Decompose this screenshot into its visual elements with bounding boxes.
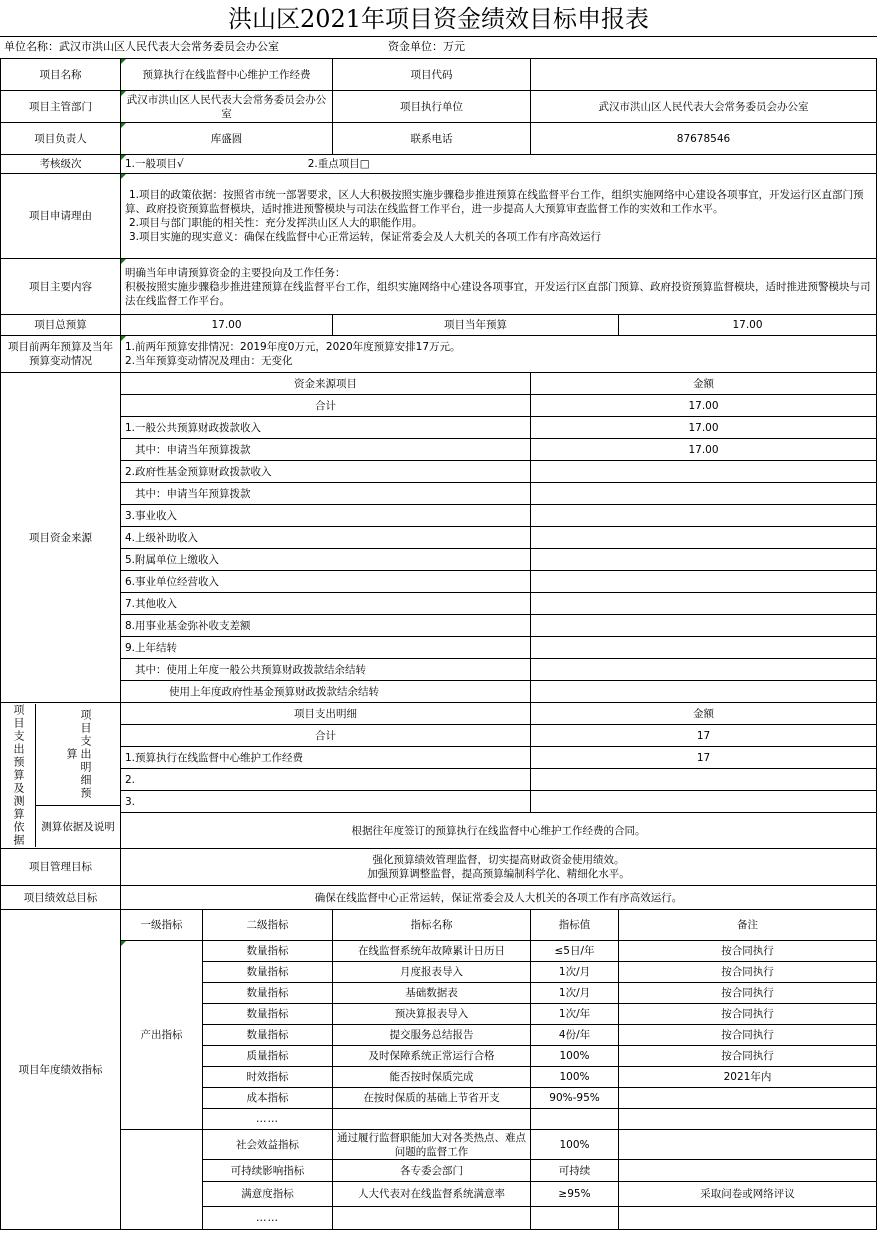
goal-text: 确保在线监督中心正常运转，保证常委会及人大机关的各项工作有序高效运行。: [121, 886, 877, 910]
ind-note: [619, 1207, 877, 1230]
ind-name: 基础数据表: [333, 983, 531, 1004]
ind-name: 预决算报表导入: [333, 1004, 531, 1025]
exec-unit-value: 武汉市洪山区人民代表大会常务委员会办公室: [531, 91, 877, 123]
funding-row-amount: [531, 549, 877, 571]
funding-row-name: 4.上级补助收入: [121, 527, 531, 549]
ind-note: 按合同执行: [619, 941, 877, 962]
ind-name: 在线监督系统年故障累计日历日: [333, 941, 531, 962]
funding-row-amount: 17.00: [531, 439, 877, 461]
ind-value: 100%: [531, 1130, 619, 1160]
ind-l2: 质量指标: [203, 1046, 333, 1067]
ind-value: 90%-95%: [531, 1088, 619, 1109]
funding-row-name: 其中：申请当年预算拨款: [121, 439, 531, 461]
funding-row-name: 8.用事业基金弥补收支差额: [121, 615, 531, 637]
dept-value: 武汉市洪山区人民代表大会常务委员会办公室: [121, 91, 333, 123]
funding-row-amount: [531, 681, 877, 703]
ind-name: 各专委会部门: [333, 1160, 531, 1182]
funding-row-name: 3.事业收入: [121, 505, 531, 527]
reason-line: 2.项目与部门职能的相关性：充分发挥洪山区人大的职能作用。: [129, 217, 423, 229]
total-budget: 17.00: [121, 315, 333, 336]
ind-name: 人大代表对在线监督系统满意率: [333, 1182, 531, 1207]
ind-value: [531, 1207, 619, 1230]
funding-row-name: 其中：申请当年预算拨款: [121, 483, 531, 505]
ind-value: 1次/月: [531, 962, 619, 983]
ind-note: 按合同执行: [619, 1025, 877, 1046]
ind-note: 按合同执行: [619, 1046, 877, 1067]
level-label: 考核级次: [1, 155, 121, 174]
ind-note: 采取问卷或网络评议: [619, 1182, 877, 1207]
hdr-value: 指标值: [531, 910, 619, 941]
expense-col-amount: 金额: [531, 703, 877, 725]
funding-col-amount: 金额: [531, 373, 877, 395]
performance-form: [0, 58, 877, 1230]
phone-label: 联系电话: [333, 123, 531, 155]
expense-inner-label: 项目支出明细预算: [36, 704, 121, 806]
funding-row-name: 5.附属单位上缴收入: [121, 549, 531, 571]
expense-col-detail: 项目支出明细: [121, 703, 531, 725]
ind-value: 100%: [531, 1046, 619, 1067]
funding-row-amount: [531, 571, 877, 593]
funding-row-amount: [531, 483, 877, 505]
expense-row-name: 2.: [121, 769, 531, 791]
funding-label: 项目资金来源: [1, 373, 121, 703]
funding-row-name: 7.其他收入: [121, 593, 531, 615]
expense-row-name: 1.预算执行在线监督中心维护工作经费: [121, 747, 531, 769]
ind-note: [619, 1109, 877, 1130]
funding-row-amount: [531, 593, 877, 615]
ind-note: [619, 1130, 877, 1160]
project-name: 预算执行在线监督中心维护工作经费: [121, 59, 333, 91]
ind-value: [531, 1109, 619, 1130]
ind-name: [333, 1109, 531, 1130]
effect-label: [121, 1130, 203, 1230]
hdr-name: 指标名称: [333, 910, 531, 941]
funding-row-amount: 17.00: [531, 417, 877, 439]
ind-name: 能否按时保质完成: [333, 1067, 531, 1088]
ind-value: 4份/年: [531, 1025, 619, 1046]
ind-name: 通过履行监督职能加大对各类热点、难点问题的监督工作: [333, 1130, 531, 1160]
current-budget-label: 项目当年预算: [333, 315, 619, 336]
change-line: 1.前两年预算安排情况：2019年度0万元，2020年度预算安排17万元。: [125, 341, 461, 353]
expense-row-amount: 17: [531, 747, 877, 769]
expense-row-name: 合计: [121, 725, 531, 747]
content-label: 项目主要内容: [1, 259, 121, 315]
current-budget: 17.00: [619, 315, 877, 336]
content-line: 积极按照实施步骤稳步推进建预算在线监督平台工作，组织实施网络中心建设各项事宜，开发运行区直部门预算、政府投资预算监督模块，适时推进预警模块与司法在线监督工作平台。: [125, 280, 871, 307]
ind-l2: 满意度指标: [203, 1182, 333, 1207]
ind-l2: 时效指标: [203, 1067, 333, 1088]
ind-l2: 可持续影响指标: [203, 1160, 333, 1182]
money-unit: 资金单位：万元: [388, 40, 465, 53]
mgmt-text: [121, 849, 877, 886]
funding-row-amount: [531, 527, 877, 549]
ind-note: 按合同执行: [619, 983, 877, 1004]
project-name-label: 项目名称: [1, 59, 121, 91]
phone-value: 87678546: [531, 123, 877, 155]
reason-line: 1.项目的政策依据：按照省市统一部署要求，区人大积极按照实施步骤稳步推进预算在线监督平台工作，组织实施网络中心建设各项事宜，开发运行区直部门预算、政府投资预算监督模块，适时推进预警模块与司法在线监督工作平台，进一步提高人大预算审查监督工作的实效和工作水平。: [125, 189, 864, 215]
funding-row-name: 合计: [121, 395, 531, 417]
project-code: [531, 59, 877, 91]
funding-row-name: 1.一般公共预算财政拨款收入: [121, 417, 531, 439]
ind-name: 提交服务总结报告: [333, 1025, 531, 1046]
ind-l2: ……: [203, 1109, 333, 1130]
ind-l2: 成本指标: [203, 1088, 333, 1109]
change-line: 2.当年预算变动情况及理由：无变化: [125, 355, 293, 367]
funding-row-amount: [531, 637, 877, 659]
ind-l2: ……: [203, 1207, 333, 1230]
change-label: 项目前两年预算及当年预算变动情况: [1, 336, 121, 373]
level-options: [121, 155, 877, 174]
ind-name: 在按时保质的基础上节省开支: [333, 1088, 531, 1109]
ind-value: 1次/月: [531, 983, 619, 1004]
page-title: 洪山区2021年项目资金绩效目标申报表: [0, 0, 877, 37]
dept-label: 项目主管部门: [1, 91, 121, 123]
ind-note: [619, 1088, 877, 1109]
funding-row-name: 2.政府性基金预算财政拨款收入: [121, 461, 531, 483]
expense-row-amount: [531, 791, 877, 813]
hdr-l2: 二级指标: [203, 910, 333, 941]
total-budget-label: 项目总预算: [1, 315, 121, 336]
funding-row-amount: [531, 659, 877, 681]
project-code-label: 项目代码: [333, 59, 531, 91]
ind-l2: 社会效益指标: [203, 1130, 333, 1160]
funding-row-name: 其中：使用上年度一般公共预算财政拨款结余结转: [121, 659, 531, 681]
funding-row-name: 使用上年度政府性基金预算财政拨款结余结转: [121, 681, 531, 703]
reason-line: 3.项目实施的现实意义：确保在线监督中心正常运转，保证常委会及人大机关的各项工作有序高效运行: [129, 231, 602, 243]
funding-row-amount: 17.00: [531, 395, 877, 417]
output-label: 产出指标: [121, 941, 203, 1130]
ind-note: 按合同执行: [619, 962, 877, 983]
ind-value: 1次/年: [531, 1004, 619, 1025]
ind-note: 按合同执行: [619, 1004, 877, 1025]
expense-label-block: [1, 703, 121, 849]
leader-label: 项目负责人: [1, 123, 121, 155]
ind-l2: 数量指标: [203, 941, 333, 962]
exec-unit-label: 项目执行单位: [333, 91, 531, 123]
funding-row-name: 6.事业单位经营收入: [121, 571, 531, 593]
ind-l2: 数量指标: [203, 1025, 333, 1046]
funding-row-amount: [531, 505, 877, 527]
mgmt-line: 加强预算调整监督，提高预算编制科学化、精细化水平。: [367, 868, 630, 880]
ind-l2: 数量指标: [203, 1004, 333, 1025]
leader-value: 库盛圆: [121, 123, 333, 155]
expense-row-name: 3.: [121, 791, 531, 813]
funding-row-amount: [531, 461, 877, 483]
reason-label: 项目申请理由: [1, 174, 121, 259]
funding-row-amount: [531, 615, 877, 637]
level-general: 1.一般项目√: [125, 158, 184, 170]
ind-value: 可持续: [531, 1160, 619, 1182]
ind-l2: 数量指标: [203, 983, 333, 1004]
ind-note: 2021年内: [619, 1067, 877, 1088]
mgmt-label: 项目管理目标: [1, 849, 121, 886]
ind-note: [619, 1160, 877, 1182]
change-text: [121, 336, 877, 373]
funding-row-name: 9.上年结转: [121, 637, 531, 659]
mgmt-line: 强化预算绩效管理监督，切实提高财政资金使用绩效。: [372, 854, 625, 866]
ind-value: ≥95%: [531, 1182, 619, 1207]
ind-l2: 数量指标: [203, 962, 333, 983]
ind-name: 及时保障系统正常运行合格: [333, 1046, 531, 1067]
content-line: 明确当年申请预算资金的主要投向及工作任务：: [125, 266, 346, 279]
basis-label: 测算依据及说明: [41, 820, 115, 833]
expense-row-amount: [531, 769, 877, 791]
ind-value: ≤5日/年: [531, 941, 619, 962]
level-key: 2.重点项目□: [307, 158, 370, 170]
content-text: [121, 259, 877, 315]
goal-label: 项目绩效总目标: [1, 886, 121, 910]
funding-col-source: 资金来源项目: [121, 373, 531, 395]
hdr-l1: 一级指标: [121, 910, 203, 941]
ind-value: 100%: [531, 1067, 619, 1088]
expense-outer-label: 项目支出预算及测算依据: [1, 704, 36, 847]
reason-text: [121, 174, 877, 259]
hdr-note: 备注: [619, 910, 877, 941]
basis-text: 根据往年度签订的预算执行在线监督中心维护工作经费的合同。: [121, 813, 877, 849]
expense-row-amount: 17: [531, 725, 877, 747]
ind-name: [333, 1207, 531, 1230]
annual-label: 项目年度绩效指标: [1, 910, 121, 1230]
unit-name: 单位名称：武汉市洪山区人民代表大会常务委员会办公室: [4, 40, 279, 53]
ind-name: 月度报表导入: [333, 962, 531, 983]
